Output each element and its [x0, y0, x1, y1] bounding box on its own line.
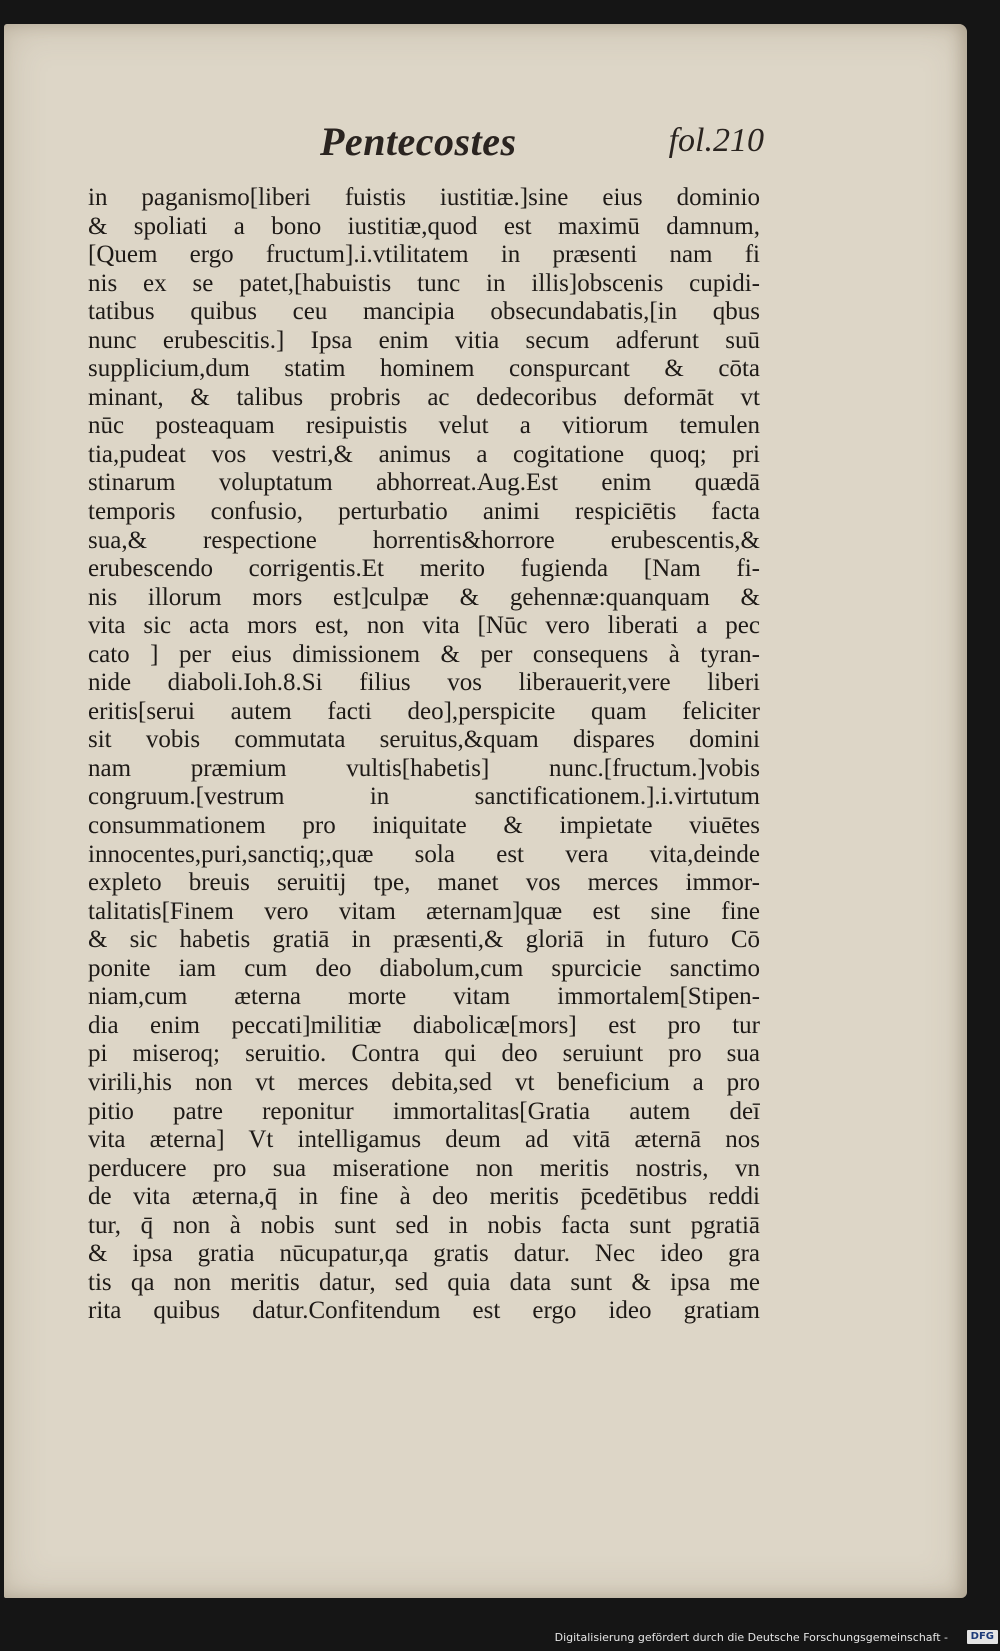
text-line: de vita æterna,q̄ in fine à deo meritis p̄cedētibus reddi — [88, 1183, 760, 1211]
text-line: dia enim peccati]militiæ diabolicæ[mors] est pro tur — [88, 1011, 760, 1039]
running-title: Pentecostes — [320, 119, 517, 164]
text-line: tia,pudeat vos vestri,& animus a cogitatione quoq; pri — [88, 440, 760, 468]
book-page — [4, 24, 967, 1598]
text-line: nam præmium vultis[habetis] nunc.[fructum.]vobis — [88, 754, 760, 782]
body-text — [88, 184, 760, 1326]
text-line: tis qa non meritis datur, sed quia data sunt & ipsa me — [88, 1268, 760, 1296]
text-line: sit vobis commutata seruitus,&quam dispares domini — [88, 726, 760, 754]
text-line: sua,& respectione horrentis&horrore erubescentis,& — [88, 526, 760, 554]
text-line: [Quem ergo fructum].i.vtilitatem in præsenti nam fi — [88, 241, 760, 269]
running-head — [314, 118, 764, 178]
text-line: stinarum voluptatum abhorreat.Aug.Est enim quædā — [88, 469, 760, 497]
text-line: nis ex se patet,[habuistis tunc in illis]obscenis cupidi- — [88, 269, 760, 297]
text-line: nis illorum mors est]culpæ & gehennæ:quanquam & — [88, 583, 760, 611]
text-line: nūc posteaquam resipuistis velut a vitiorum temulen — [88, 412, 760, 440]
text-line: ponite iam cum deo diabolum,cum spurcicie sanctimo — [88, 954, 760, 982]
text-line: in paganismo[liberi fuistis iustitiæ.]sine eius dominio — [88, 184, 760, 211]
text-line: consummationem pro iniquitate & impietate viuētes — [88, 812, 760, 840]
text-line: virili,his non vt merces debita,sed vt beneficium a pro — [88, 1068, 760, 1096]
dfg-logo: DFG — [967, 1630, 998, 1644]
text-line: tatibus quibus ceu mancipia obsecundabatis,[in qbus — [88, 298, 760, 326]
text-line: & spoliati a bono iustitiæ,quod est maximū damnum, — [88, 212, 760, 240]
digitization-credit: Digitalisierung gefördert durch die Deutsche Forschungsgemeinschaft - — [554, 1631, 948, 1644]
text-line: nide diaboli.Ioh.8.Si filius vos liberauerit,vere liberi — [88, 669, 760, 697]
text-line: tur, q̄ non à nobis sunt sed in nobis facta sunt pgratiā — [88, 1211, 760, 1239]
text-line: congruum.[vestrum in sanctificationem.].i.virtutum — [88, 783, 760, 811]
text-line: niam,cum æterna morte vitam immortalem[Stipen- — [88, 983, 760, 1011]
text-line: eritis[serui autem facti deo],perspicite quam feliciter — [88, 697, 760, 725]
text-line: pitio patre reponitur immortalitas[Gratia autem deī — [88, 1097, 760, 1125]
text-line: temporis confusio, perturbatio animi respiciētis facta — [88, 498, 760, 526]
text-line: talitatis[Finem vero vitam æternam]quæ est sine fine — [88, 897, 760, 925]
text-line: minant, & talibus probris ac dedecoribus deformāt vt — [88, 383, 760, 411]
text-line: innocentes,puri,sanctiq;,quæ sola est vera vita,deinde — [88, 840, 760, 868]
text-line: vita æterna] Vt intelligamus deum ad vitā æternā nos — [88, 1126, 760, 1154]
text-line: & ipsa gratia nūcupatur,qa gratis datur. Nec ideo gra — [88, 1240, 760, 1268]
text-line: expleto breuis seruitij tpe, manet vos merces immor- — [88, 869, 760, 897]
text-line: nunc erubescitis.] Ipsa enim vitia secum adferunt suū — [88, 326, 760, 354]
text-line: vita sic acta mors est, non vita [Nūc vero liberati a pec — [88, 612, 760, 640]
folio-number: fol.210 — [668, 122, 764, 159]
text-line: perducere pro sua miseratione non meritis nostris, vn — [88, 1154, 760, 1182]
text-line: & sic habetis gratiā in præsenti,& gloriā in futuro Cō — [88, 926, 760, 954]
text-line: pi miseroq; seruitio. Contra qui deo seruiunt pro sua — [88, 1040, 760, 1068]
text-line: rita quibus datur.Confitendum est ergo ideo gratiam — [88, 1297, 760, 1325]
text-line: cato ] per eius dimissionem & per consequens à tyran- — [88, 640, 760, 668]
text-line: erubescendo corrigentis.Et merito fugienda [Nam fi- — [88, 555, 760, 583]
text-line: supplicium,dum statim hominem conspurcant & cōta — [88, 355, 760, 383]
